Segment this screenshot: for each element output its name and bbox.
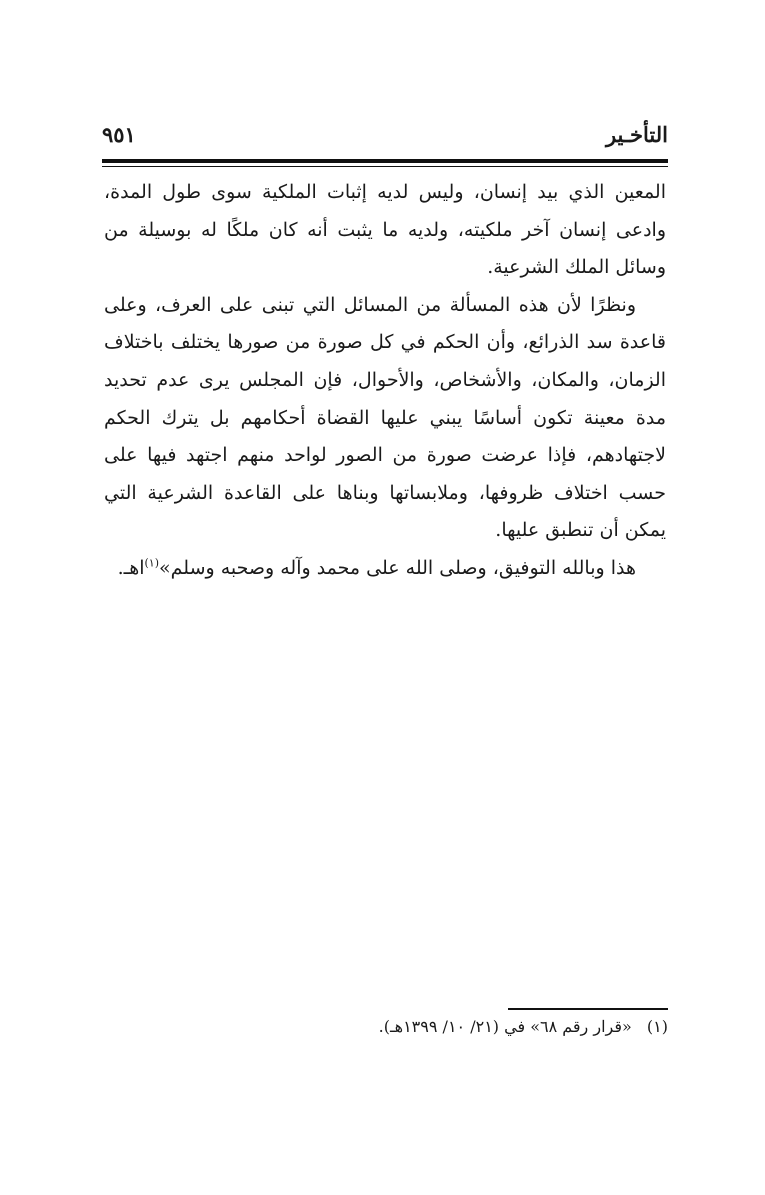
paragraph-1: المعين الذي بيد إنسان، وليس لديه إثبات الملكية سوى طول المدة، وادعى إنسان آخر ملكيته، ولديه ما يثبت أنه كان ملكًا له بوسيلة من وسائل الملك الشرعية. — [104, 181, 666, 279]
footnote-text: «قرار رقم ٦٨» في (٢١/ ١٠/ ١٣٩٩هـ). — [378, 1017, 632, 1036]
header-rule-thin — [102, 166, 668, 167]
paragraph-3-text: هذا وبالله التوفيق، وصلى الله على محمد وآله وصحبه وسلم» — [159, 556, 636, 579]
footnote — [104, 1014, 668, 1040]
running-title: التأخـير — [605, 122, 668, 147]
body-text — [104, 174, 666, 588]
page-number: ٩٥١ — [102, 122, 136, 147]
footnote-number: (١) — [646, 1017, 668, 1036]
paragraph-2: ونظرًا لأن هذه المسألة من المسائل التي تبنى على العرف، وعلى قاعدة سد الذرائع، وأن الحكم في كل صورة من صورها يختلف باختلاف الزمان، والمكان، والأشخاص، والأحوال، فإن المجلس يرى عدم تحديد مدة معينة تكون أساسًا يبني عليها القضاة أحكامهم بل يترك الحكم لاجتهادهم، فإذا عرضت صورة من الصور لواحد منهم اجتهد فيها على حسب اختلاف ظروفها، وملابساتها وبناها على القاعدة الشرعية التي يمكن أن تنطبق عليها. — [104, 293, 666, 542]
header-rule-thick — [102, 159, 668, 163]
page-header — [102, 118, 668, 158]
footnote-reference: (١) — [144, 556, 160, 570]
footnote-rule — [508, 1008, 668, 1010]
paragraph-3-tail: اهـ. — [117, 556, 145, 579]
paragraph-3 — [104, 550, 666, 588]
